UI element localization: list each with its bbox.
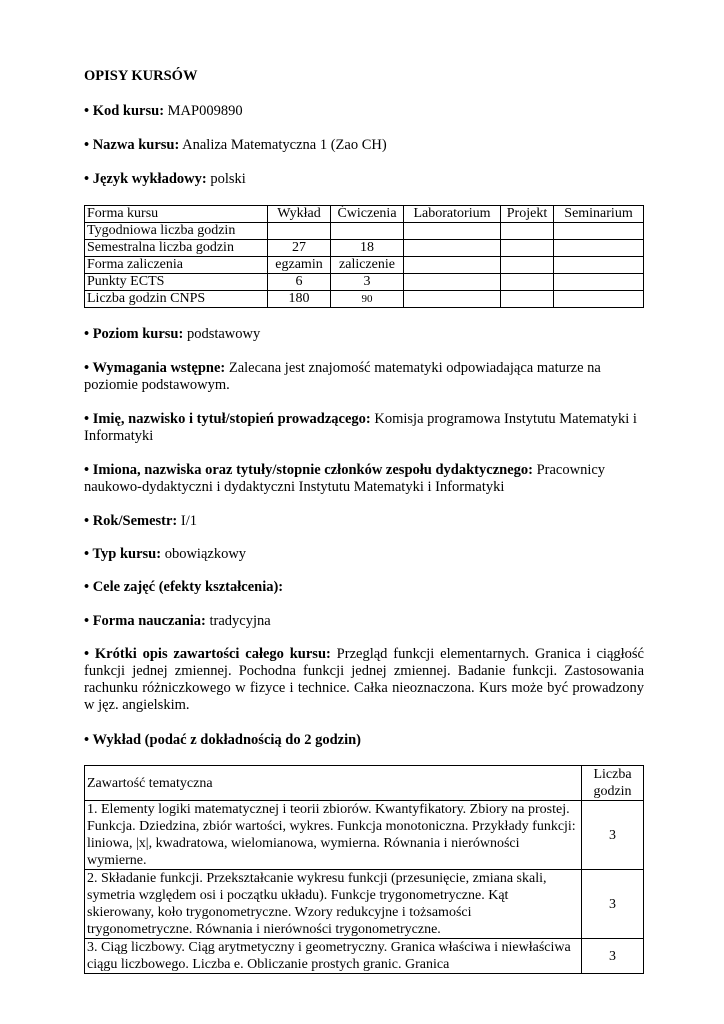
- field-value: MAP009890: [164, 103, 243, 119]
- table-cell: [331, 223, 404, 240]
- table-cell: 90: [331, 291, 404, 308]
- table-cell: 3: [582, 801, 644, 870]
- hours-header-line: Liczba: [593, 767, 632, 782]
- field-value: podstawowy: [183, 326, 261, 342]
- field-label: • Nazwa kursu:: [84, 137, 180, 153]
- table-cell: 2. Składanie funkcji. Przekształcanie wykresu funkcji (przesunięcie, zmiana skali, symetria względem osi i początku układu). Funkcje trygonometryczne. Kąt skierowany, koło trygonometryczne. Wzory redukcyjne i tożsamości trygonometryczne. Równania i nierówności trygonometryczne.: [85, 870, 582, 939]
- table-cell: 3: [582, 939, 644, 974]
- table-cell: [404, 240, 501, 257]
- table-cell: [501, 257, 554, 274]
- table-header-row: [85, 206, 644, 223]
- field-poziom: [84, 326, 260, 343]
- field-label: • Forma nauczania:: [84, 613, 206, 629]
- table-row: [85, 939, 644, 974]
- table-header-cell: Zawartość tematyczna: [85, 766, 582, 801]
- field-zespol: [84, 462, 644, 496]
- field-label: • Wymagania wstępne:: [84, 360, 226, 376]
- field-value: tradycyjna: [205, 613, 271, 629]
- table-cell: 3. Ciąg liczbowy. Ciąg arytmetyczny i geometryczny. Granica właściwa i niewłaściwa ciągu liczbowego. Liczba e. Obliczanie prostych granic. Granica: [85, 939, 582, 974]
- table-header-cell: [582, 766, 644, 801]
- field-wymagania: [84, 360, 644, 394]
- field-value: Komisja programowa Instytutu Matematyki i Informatyki: [84, 411, 637, 444]
- table-cell: [501, 223, 554, 240]
- table-cell: 3: [331, 274, 404, 291]
- table-cell: 18: [331, 240, 404, 257]
- table-cell: 180: [268, 291, 331, 308]
- table-header-cell: Forma kursu: [85, 206, 268, 223]
- table-cell: 1. Elementy logiki matematycznej i teorii zbiorów. Kwantyfikatory. Zbiory na prostej. Funkcja. Dziedzina, zbiór wartości, wykres. Funkcja monotoniczna. Przykłady funkcji: liniowa, |x|, kwadratowa, wielomianowa, wymierna. Równania i nierówności wymierne.: [85, 801, 582, 870]
- table-cell: zaliczenie: [331, 257, 404, 274]
- table-row: [85, 240, 644, 257]
- field-value: Pracownicy naukowo-dydaktyczni i dydaktyczni Instytutu Matematyki i Informatyki: [84, 462, 606, 495]
- table-cell: [268, 223, 331, 240]
- field-label: • Język wykładowy:: [84, 171, 207, 187]
- table-row: [85, 870, 644, 939]
- table-header-cell: Projekt: [501, 206, 554, 223]
- table-header-cell: Seminarium: [554, 206, 644, 223]
- field-typ: [84, 546, 246, 563]
- table-cell: [501, 274, 554, 291]
- table-row: [85, 291, 644, 308]
- table-cell: 27: [268, 240, 331, 257]
- field-forma: [84, 613, 271, 630]
- table-cell: 3: [582, 870, 644, 939]
- field-rok: [84, 513, 197, 530]
- table-header-cell: Wykład: [268, 206, 331, 223]
- table-cell: Punkty ECTS: [85, 274, 268, 291]
- table-cell: [404, 274, 501, 291]
- field-wyklad: • Wykład (podać z dokładnością do 2 godzin): [84, 732, 362, 748]
- table-cell: [554, 291, 644, 308]
- forms-table: [84, 205, 644, 308]
- table-cell: [501, 291, 554, 308]
- lecture-table: [84, 765, 644, 974]
- table-cell: 6: [268, 274, 331, 291]
- field-jezyk: [84, 171, 246, 188]
- field-value: I/1: [177, 513, 198, 529]
- table-cell: [554, 240, 644, 257]
- table-cell: [501, 240, 554, 257]
- table-cell: [554, 223, 644, 240]
- table-cell: Liczba godzin CNPS: [85, 291, 268, 308]
- table-cell: [554, 257, 644, 274]
- table-header-cell: Laboratorium: [404, 206, 501, 223]
- field-cele: [84, 579, 283, 596]
- field-opis: [84, 646, 644, 714]
- field-kod: [84, 103, 243, 120]
- field-value: obowiązkowy: [161, 546, 247, 562]
- field-prowadzacy: [84, 411, 644, 445]
- field-value: Zalecana jest znajomość matematyki odpowiadająca maturze na poziomie podstawowym.: [84, 360, 601, 393]
- field-value: Przegląd funkcji elementarnych. Granica i ciągłość funkcji jednej zmiennej. Pochodna funkcji jednej zmiennej. Badanie funkcji. Zastosowania rachunku różniczkowego w fizyce i technice. Całka nieoznaczona. Kurs może być prowadzony w jęz. angielskim.: [84, 646, 644, 713]
- page-title: OPISY KURSÓW: [84, 68, 198, 84]
- field-label: • Rok/Semestr:: [84, 513, 178, 529]
- table-cell: egzamin: [268, 257, 331, 274]
- table-cell: [404, 291, 501, 308]
- table-header-cell: Ćwiczenia: [331, 206, 404, 223]
- table-cell: Semestralna liczba godzin: [85, 240, 268, 257]
- field-label: • Imiona, nazwiska oraz tytuły/stopnie członków zespołu dydaktycznego:: [84, 462, 533, 478]
- table-cell: [554, 274, 644, 291]
- table-row: [85, 801, 644, 870]
- field-value: Analiza Matematyczna 1 (Zao CH): [179, 137, 387, 153]
- table-cell: Tygodniowa liczba godzin: [85, 223, 268, 240]
- field-label: • Cele zajęć (efekty kształcenia):: [84, 579, 284, 595]
- table-cell: Forma zaliczenia: [85, 257, 268, 274]
- field-label: • Krótki opis zawartości całego kursu:: [84, 646, 331, 662]
- field-label: • Kod kursu:: [84, 103, 165, 119]
- table-row: [85, 223, 644, 240]
- hours-header-line: godzin: [593, 784, 632, 799]
- table-cell: [404, 223, 501, 240]
- field-nazwa: [84, 137, 387, 154]
- field-label: • Typ kursu:: [84, 546, 162, 562]
- table-header-row: [85, 766, 644, 801]
- table-cell: [404, 257, 501, 274]
- field-label: • Poziom kursu:: [84, 326, 184, 342]
- field-label: • Imię, nazwisko i tytuł/stopień prowadzącego:: [84, 411, 371, 427]
- table-row: [85, 257, 644, 274]
- field-value: polski: [206, 171, 246, 187]
- table-row: [85, 274, 644, 291]
